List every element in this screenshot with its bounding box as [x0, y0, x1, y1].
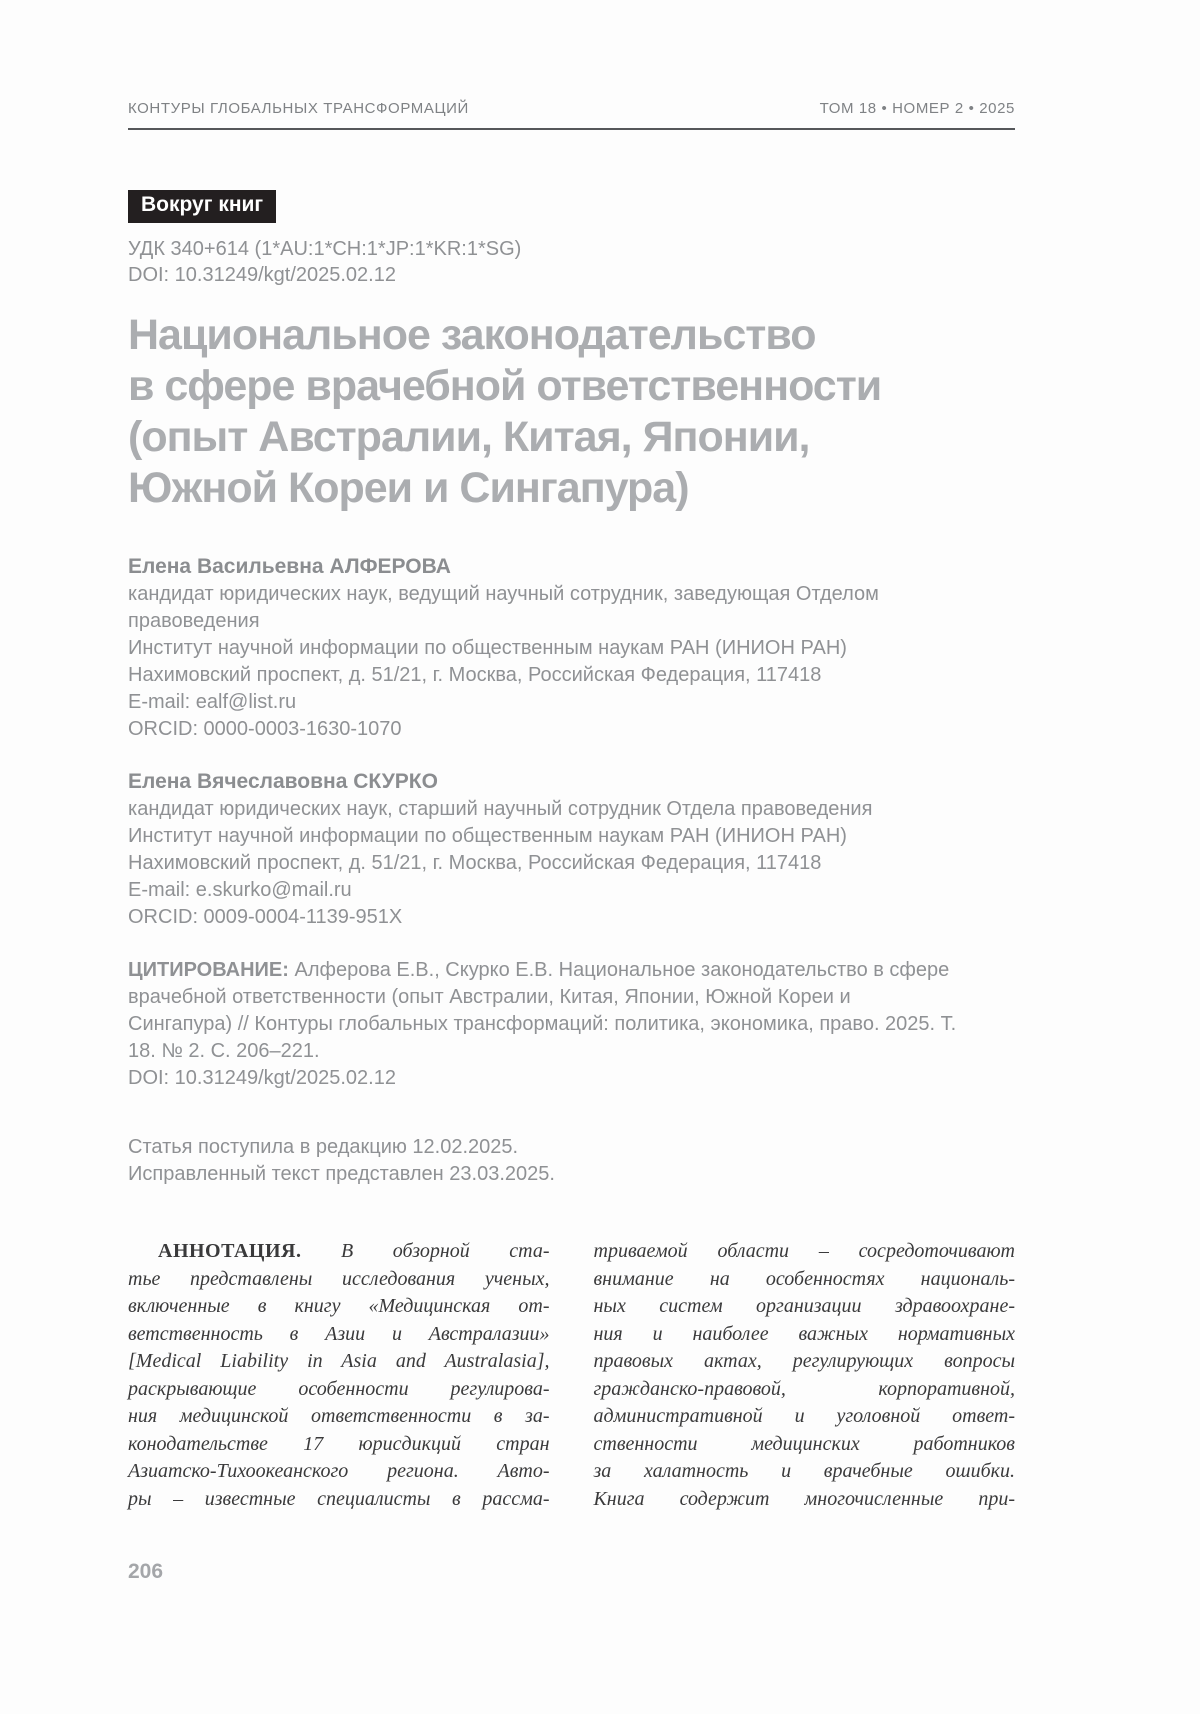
section-badge: Вокруг книг: [128, 190, 276, 223]
author-address: Нахимовский проспект, д. 51/21, г. Москва, Российская Федерация, 117418: [128, 664, 822, 686]
article-meta: [128, 236, 1015, 288]
article-title: [128, 310, 1015, 514]
author-orcid: ORCID: 0009-0004-1139-951X: [128, 906, 403, 928]
author-position: кандидат юридических наук, старший научный сотрудник Отдела правоведения: [128, 798, 873, 820]
abstract-line: включенные в книгу «Медицинская от-: [128, 1295, 550, 1317]
author-position: кандидат юридических наук, ведущий научный сотрудник, заведующая Отделом правоведения: [128, 583, 879, 632]
abstract-line: Азиатско-Тихоокеанского региона. Авто-: [128, 1460, 550, 1482]
abstract-line: внимание на особенностях националь-: [593, 1267, 1015, 1290]
issue-info: ТОМ 18 • НОМЕР 2 • 2025: [819, 100, 1015, 117]
citation-label: ЦИТИРОВАНИЕ:: [128, 959, 289, 981]
abstract-block: [128, 1238, 1015, 1513]
dates-block: [128, 1134, 1015, 1188]
journal-name: КОНТУРЫ ГЛОБАЛЬНЫХ ТРАНСФОРМАЦИЙ: [128, 100, 469, 117]
revised-date: Исправленный текст представлен 23.03.2025.: [128, 1163, 555, 1185]
abstract-line: ветственность в Азии и Австралазии»: [128, 1322, 550, 1345]
abstract-line: ных систем организации здравоохране-: [593, 1295, 1015, 1317]
abstract-line: триваемой области – сосредоточивают: [593, 1240, 1015, 1262]
abstract-label: АННОТАЦИЯ.: [158, 1240, 302, 1262]
citation-block: [128, 957, 958, 1092]
abstract-line: за халатность и врачебные ошибки.: [593, 1460, 1015, 1482]
abstract-line: тье представлены исследования ученых,: [128, 1267, 550, 1290]
received-date: Статья поступила в редакцию 12.02.2025.: [128, 1136, 519, 1158]
abstract-line: [Medical Liability in Asia and Australasia],: [128, 1350, 550, 1372]
header-divider: [128, 128, 1015, 130]
citation-doi: DOI: 10.31249/kgt/2025.02.12: [128, 1067, 396, 1089]
author-affiliation: Институт научной информации по общественным наукам РАН (ИНИОН РАН): [128, 825, 847, 847]
author-affiliation: Институт научной информации по общественным наукам РАН (ИНИОН РАН): [128, 637, 847, 659]
abstract-line: правовых актах, регулирующих вопросы: [593, 1350, 1015, 1372]
running-head: [128, 100, 1015, 117]
author-block-1: [128, 552, 958, 743]
page-number: 206: [128, 1560, 164, 1583]
abstract-line: гражданско-правовой, корпоративной,: [593, 1377, 1015, 1400]
abstract-line: раскрывающие особенности регулирова-: [128, 1377, 550, 1400]
author-orcid: ORCID: 0000-0003-1630-1070: [128, 718, 402, 740]
abstract-line: конодательстве 17 юрисдикций стран: [128, 1432, 550, 1455]
author-email: E-mail: ealf@list.ru: [128, 691, 297, 713]
abstract-first-line-text: В обзорной ста-: [341, 1240, 550, 1262]
author-address: Нахимовский проспект, д. 51/21, г. Москва, Российская Федерация, 117418: [128, 852, 822, 874]
title-line-4: Южной Кореи и Сингапура): [128, 464, 689, 512]
abstract-line: административной и уголовной ответ-: [593, 1405, 1015, 1427]
title-line-2: в сфере врачебной ответственности: [128, 362, 882, 410]
author-email: E-mail: e.skurko@mail.ru: [128, 879, 352, 901]
author-name: Елена Вячеславовна СКУРКО: [128, 770, 438, 793]
abstract-line: ственности медицинских работников: [593, 1432, 1015, 1455]
citation-paragraph: [128, 957, 958, 1065]
abstract-right-column: [594, 1238, 1016, 1513]
abstract-line: ния и наиболее важных нормативных: [593, 1322, 1015, 1345]
title-line-3: (опыт Австралии, Китая, Японии,: [128, 413, 810, 461]
citation-text: Алферова Е.В., Скурко Е.В. Национальное законодательство в сфере врачебной ответственности (опыт Австралии, Китая, Японии, Южной Кореи и Сингапура) // Контуры глобальных трансформаций: политика, экономика, право. 2025. Т. 18. № 2. С. 206–221.: [128, 959, 957, 1062]
abstract-left-column: [128, 1238, 550, 1513]
author-name: Елена Васильевна АЛФЕРОВА: [128, 555, 451, 578]
udk-line: УДК 340+614 (1*AU:1*CH:1*JP:1*KR:1*SG): [128, 238, 522, 260]
abstract-line: ры – известные специалисты в рассма-: [128, 1487, 550, 1510]
abstract-line: ния медицинской ответственности в за-: [128, 1405, 550, 1427]
author-block-2: [128, 767, 958, 931]
abstract-first-line: [128, 1238, 550, 1266]
doi-line: DOI: 10.31249/kgt/2025.02.12: [128, 264, 396, 286]
title-line-1: Национальное законодательство: [128, 311, 816, 359]
abstract-line: Книга содержит многочисленные при-: [593, 1487, 1015, 1510]
